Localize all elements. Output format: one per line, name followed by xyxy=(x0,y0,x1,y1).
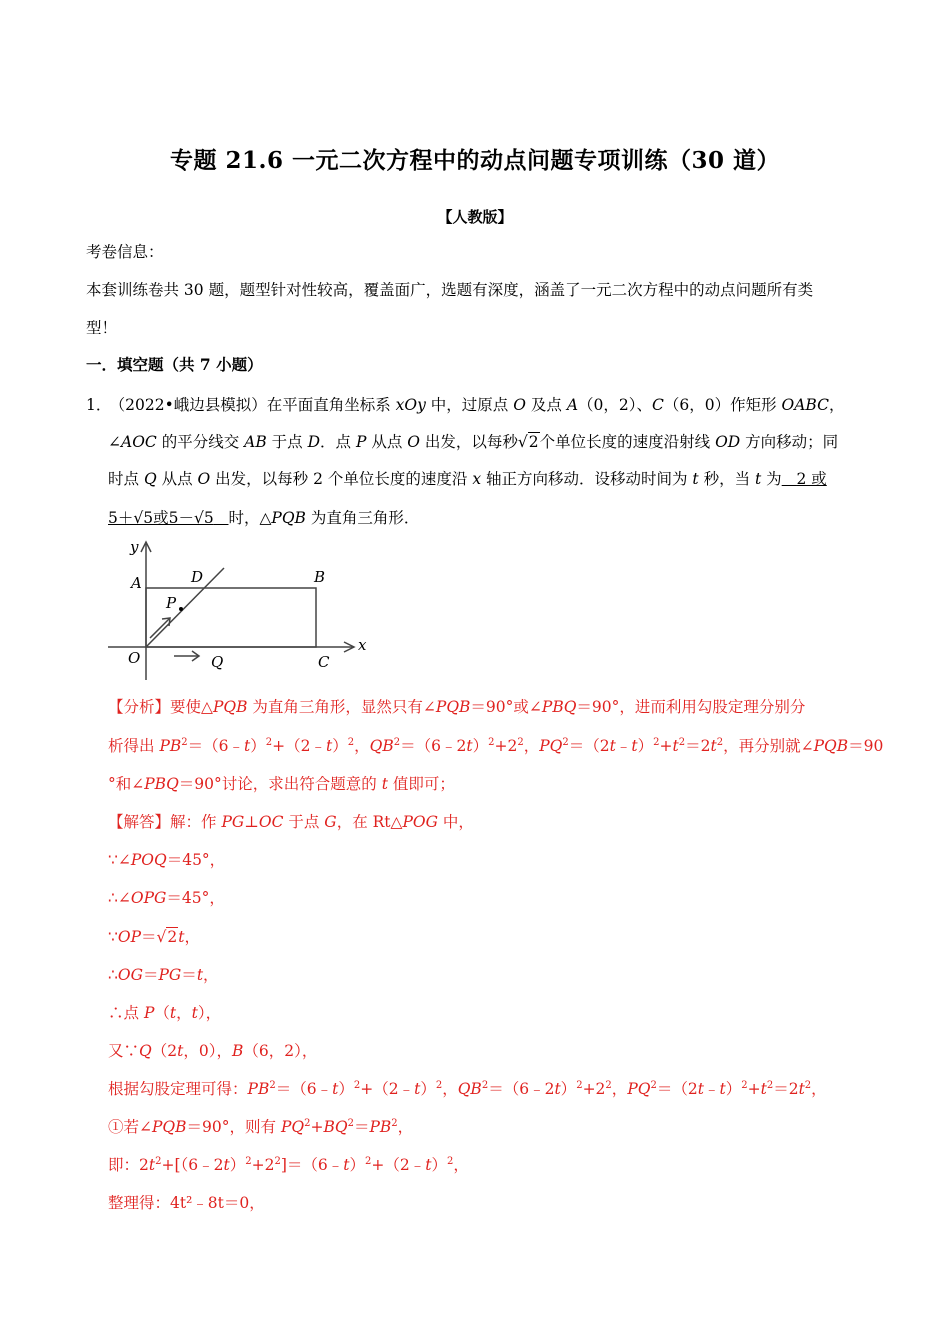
solution-line-6: ∴点 P（t，t）， xyxy=(108,1004,222,1022)
label-o: O xyxy=(128,649,141,667)
analysis-line-2: 析得出 $PB^2=(6﹣t)^2+(2﹣t)^2$，$QB^2=(6﹣2t)^2+2^2$，$PQ^2=(2t﹣t)^2+t^2=2t^2$，再分别就∠PQB＝90 xyxy=(108,736,884,755)
question-1-line-3: 时点 Q 从点 O 出发，以每秒 2 个单位长度的速度沿 x 轴正方向移动．设移动时间为 t 秒，当 t 为 2 或 xyxy=(108,470,827,488)
page-title: 专题 21.6 一元二次方程中的动点问题专项训练（30 道） xyxy=(169,147,781,174)
intro-line-2: 型！ xyxy=(86,319,118,337)
solution-line-8: 根据勾股定理可得：$PB^2=(6﹣t)^2+(2﹣t)^2$，$QB^2=(6﹣2t)^2+2^2$，$PQ^2=(2t﹣t)^2+t^2=2t^2$， xyxy=(108,1079,827,1098)
edition-label: 【人教版】 xyxy=(437,208,513,226)
question-1-figure xyxy=(100,530,380,690)
label-b: B xyxy=(314,568,326,586)
solution-line-11: 整理得：4t²﹣8t＝0， xyxy=(108,1194,265,1212)
question-number: 1． xyxy=(86,396,112,414)
question-source: （2022•峨边县模拟） xyxy=(117,396,267,414)
point-p xyxy=(179,607,183,611)
label-a: A xyxy=(131,574,142,592)
analysis-tag: 【分析】 xyxy=(108,698,171,716)
analysis-line-1: 【分析】要使△PQB 为直角三角形，显然只有∠PQB＝90°或∠PBQ＝90°，进而利用勾股定理分别分 xyxy=(108,698,806,716)
solution-line-7: 又∵Q（2t，0），B（6，2）， xyxy=(108,1042,318,1060)
ray-od xyxy=(146,568,224,647)
answer-part-2: 5＋√5或5－√5 xyxy=(108,509,214,527)
question-1-line-1: 1． （2022•峨边县模拟）在平面直角坐标系 xOy 中，过原点 O 及点 A（0，2）、C（6，0）作矩形 OABC， xyxy=(86,396,845,414)
label-p: P xyxy=(166,594,177,612)
solution-line-10: 即：$2t^2+[(6﹣2t)^2+2^2]=(6﹣t)^2+(2﹣t)^2$， xyxy=(108,1155,469,1174)
arrow-p-shaft xyxy=(150,618,170,638)
intro-label: 考卷信息： xyxy=(86,243,164,261)
label-x: x xyxy=(358,636,367,654)
question-1-line-4: 5＋√5或5－√5 时，△PQB 为直角三角形． xyxy=(108,509,420,527)
solution-line-5: ∴OG＝PG＝t， xyxy=(108,966,219,984)
label-q: Q xyxy=(211,653,224,671)
analysis-line-3: °和∠PBQ＝90°讨论，求出符合题意的 t 值即可； xyxy=(108,775,455,793)
solution-tag: 【解答】 xyxy=(108,813,171,831)
section-heading: 一．填空题（共 7 小题） xyxy=(86,355,263,374)
solution-line-9: ①若∠PQB＝90°，则有 $PQ^2+BQ^2=PB^2$， xyxy=(108,1117,414,1136)
solution-line-3: ∴∠OPG＝45°， xyxy=(108,889,225,907)
label-d: D xyxy=(191,568,204,586)
label-y: y xyxy=(130,538,139,556)
intro-line-1: 本套训练卷共 30 题，题型针对性较高，覆盖面广，选题有深度，涵盖了一元二次方程中的动点问题所有类 xyxy=(86,281,814,299)
label-c: C xyxy=(318,653,330,671)
solution-line-1: 【解答】解：作 PG⊥OC 于点 G，在 Rt△POG 中， xyxy=(108,813,474,831)
question-1-line-2: ∠AOC 的平分线交 AB 于点 D．点 P 从点 O 出发，以每秒√2个单位长度的速度沿射线 OD 方向移动；同 xyxy=(108,433,839,451)
answer-part-1: 2 或 xyxy=(796,470,827,488)
solution-line-2: ∵∠POQ＝45°， xyxy=(108,851,226,869)
solution-line-4: ∵OP＝√2t， xyxy=(108,928,201,946)
